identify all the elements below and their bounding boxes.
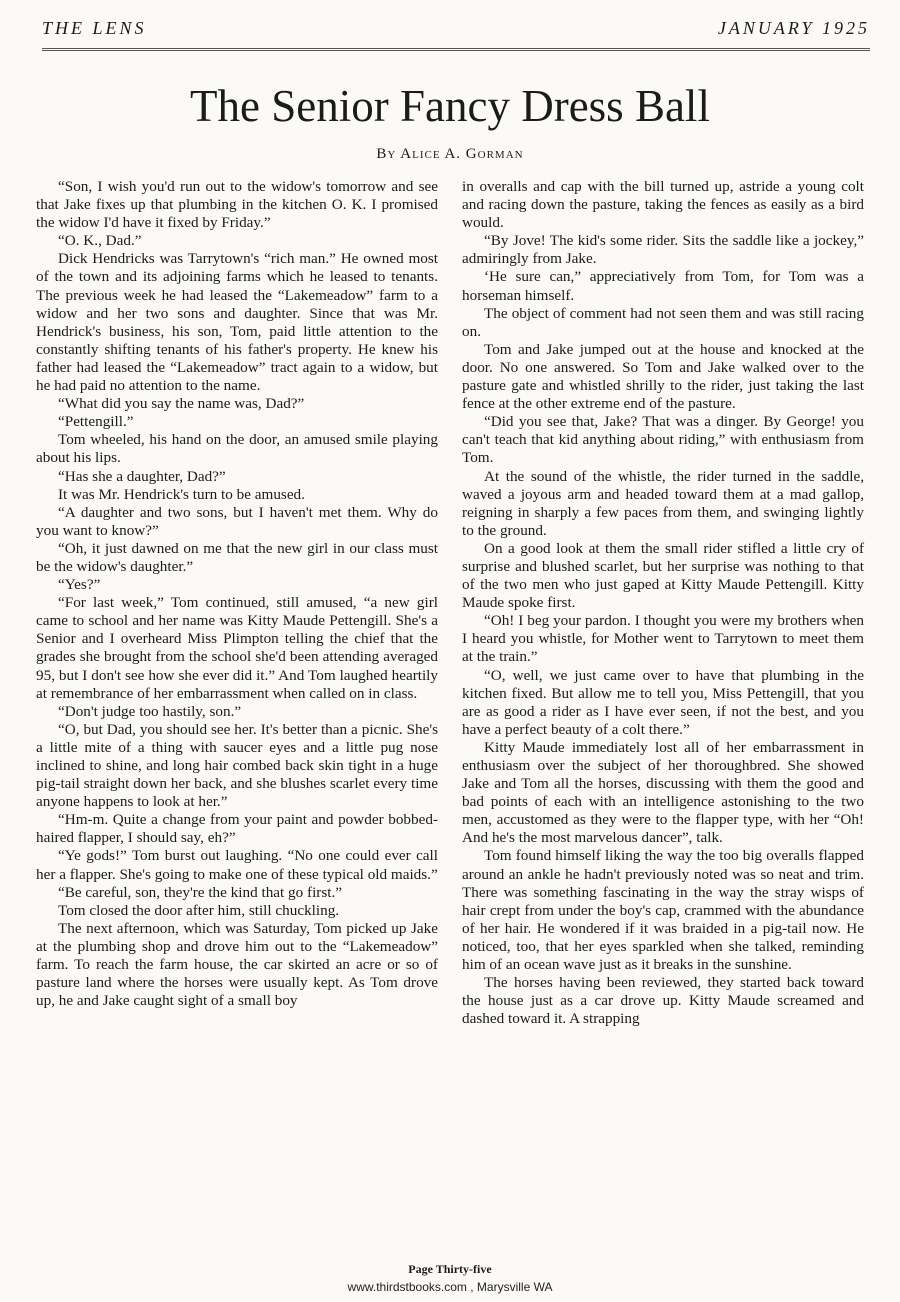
- paragraph: “What did you say the name was, Dad?”: [58, 395, 305, 413]
- paragraph: Tom and Jake jumped out at the house and knocked at the door. No one answered. So Tom and Jake walked over to the pasture gate and whistled shrilly to the rider, just taking the last fence at the other extreme end of the pasture.: [462, 340, 864, 413]
- source-footer: www.thirdstbooks.com , Marysville WA: [347, 1280, 553, 1294]
- paragraph: ‘He sure can,” appreciatively from Tom, for Tom was a horseman himself.: [462, 268, 864, 304]
- paragraph: Dick Hendricks was Tarrytown's “rich man.” He owned most of the town and its adjoining farms which he leased to tenants. The previous week he had leased the “Lakemeadow” farm to a widow and her two sons and daughter. Since that was Mr. Hendrick's business, his son, Tom, paid little attention to the constantly shifting tenants of his father's property. He knew his father had leased the “Lakemeadow” tract again to a widow, but he had paid no attention to the name.: [36, 250, 438, 395]
- paragraph: On a good look at them the small rider stifled a little cry of surprise and blushed scarlet, but her surprise was nothing to that of the two men who just gaped at Kitty Maude Pettengill. Kitty Maude spoke first.: [462, 539, 864, 612]
- paragraph: “For last week,” Tom continued, still amused, “a new girl came to school and her name was Kitty Maude Pettengill. She's a Senior and I overheard Miss Plimpton telling the chief that the grades she brought from the school she'd been attending averaged 95, but I don't see how she ever did it.” And Tom laughed heartily at remembrance of her embarrassment when called on in class.: [36, 594, 438, 702]
- publication-name: THE LENS: [42, 18, 147, 38]
- paragraph: Tom found himself liking the way the too big overalls flapped around an ankle he hadn't previously noted was so neat and trim. There was something fascinating in the way the stray wisps of hair crept from under the boy's cap, crammed with the abundance of her hair. He wondered if it was braided in a pig-tail now. He noticed, too, that her eyes sparkled when she talked, reminding him of an ocean wave just as it breaks in the sunshine.: [462, 847, 864, 974]
- paragraph: “Don't judge too hastily, son.”: [58, 702, 242, 720]
- paragraph: Tom wheeled, his hand on the door, an amused smile playing about his lips.: [36, 431, 438, 467]
- paragraph: in overalls and cap with the bill turned up, astride a young colt and racing down the pasture, taking the fences as easily as a bird would.: [462, 178, 864, 232]
- paragraph: “Be careful, son, they're the kind that go first.”: [58, 883, 343, 901]
- paragraph: “Has she a daughter, Dad?”: [58, 467, 226, 485]
- paragraph: “Ye gods!” Tom burst out laughing. “No one could ever call her a flapper. She's going to make one of these typical old maids.”: [36, 847, 438, 883]
- right-column: [462, 178, 864, 1028]
- paragraph: “Yes?”: [58, 576, 101, 594]
- paragraph: It was Mr. Hendrick's turn to be amused.: [58, 485, 305, 503]
- running-header: [42, 18, 870, 51]
- left-column: [36, 178, 438, 1010]
- paragraph: “Hm-m. Quite a change from your paint and powder bobbed-haired flapper, I should say, eh?”: [36, 811, 438, 847]
- paragraph: “O. K., Dad.”: [58, 232, 142, 250]
- issue-date: JANUARY 1925: [717, 18, 870, 38]
- paragraph: Kitty Maude immediately lost all of her embarrassment in enthusiasm over the subject of her thoroughbred. She showed Jake and Tom all the horses, discussing with them the good and bad points of each with an intelligence astonishing to the two men, accustomed as they were to the flapper type, with her “Oh! And he's the most marvelous dancer”, talk.: [462, 738, 864, 847]
- paragraph: The next afternoon, which was Saturday, Tom picked up Jake at the plumbing shop and drove him out to the “Lakemeadow” farm. To reach the farm house, the car skirted an acre or so of pasture land where the horses were usually kept. As Tom drove up, he and Jake caught sight of a small boy: [36, 919, 438, 1010]
- page-number: Page Thirty-five: [408, 1262, 492, 1276]
- paragraph: The object of comment had not seen them and was still racing on.: [462, 304, 864, 340]
- paragraph: “Oh, it just dawned on me that the new girl in our class must be the widow's daughter.”: [36, 539, 438, 575]
- paragraph: At the sound of the whistle, the rider turned in the saddle, waved a joyous arm and headed toward them at a mad gallop, reigning in sharply a few paces from them, and swinging lightly to the ground.: [462, 467, 864, 539]
- article-byline: By Alice A. Gorman: [376, 146, 524, 162]
- paragraph: Tom closed the door after him, still chuckling.: [58, 901, 340, 919]
- paragraph: “Oh! I beg your pardon. I thought you were my brothers when I heard you whistle, for Mother went to Tarrytown to meet them at the train.”: [462, 612, 864, 666]
- paragraph: The horses having been reviewed, they started back toward the house just as a car drove up. Kitty Maude screamed and dashed toward it. A strapping: [462, 974, 864, 1028]
- paragraph: “Son, I wish you'd run out to the widow's tomorrow and see that Jake fixes up that plumbing in the kitchen O. K. I promised the widow I'd have it fixed by Friday.”: [36, 178, 438, 232]
- paragraph: “O, well, we just came over to have that plumbing in the kitchen fixed. But allow me to tell you, Miss Pettengill, that you are as good a rider as I have ever seen, if not the best, and you have a perfect beauty of a colt there.”: [462, 666, 864, 738]
- paragraph: “O, but Dad, you should see her. It's better than a picnic. She's a little mite of a thing with saucer eyes and a little pug nose inclined to shine, and long hair combed back skin tight in a huge pig-tail straight down her back, and she blushes scarlet every time anyone happens to look at her.”: [36, 720, 438, 811]
- paragraph: “Did you see that, Jake? That was a dinger. By George! you can't teach that kid anything about riding,” with enthusiasm from Tom.: [462, 413, 864, 467]
- paragraph: “By Jove! The kid's some rider. Sits the saddle like a jockey,” admiringly from Jake.: [462, 232, 864, 268]
- article-title: The Senior Fancy Dress Ball: [190, 81, 710, 131]
- paragraph: “A daughter and two sons, but I haven't met them. Why do you want to know?”: [36, 503, 438, 539]
- paragraph: “Pettengill.”: [58, 413, 134, 431]
